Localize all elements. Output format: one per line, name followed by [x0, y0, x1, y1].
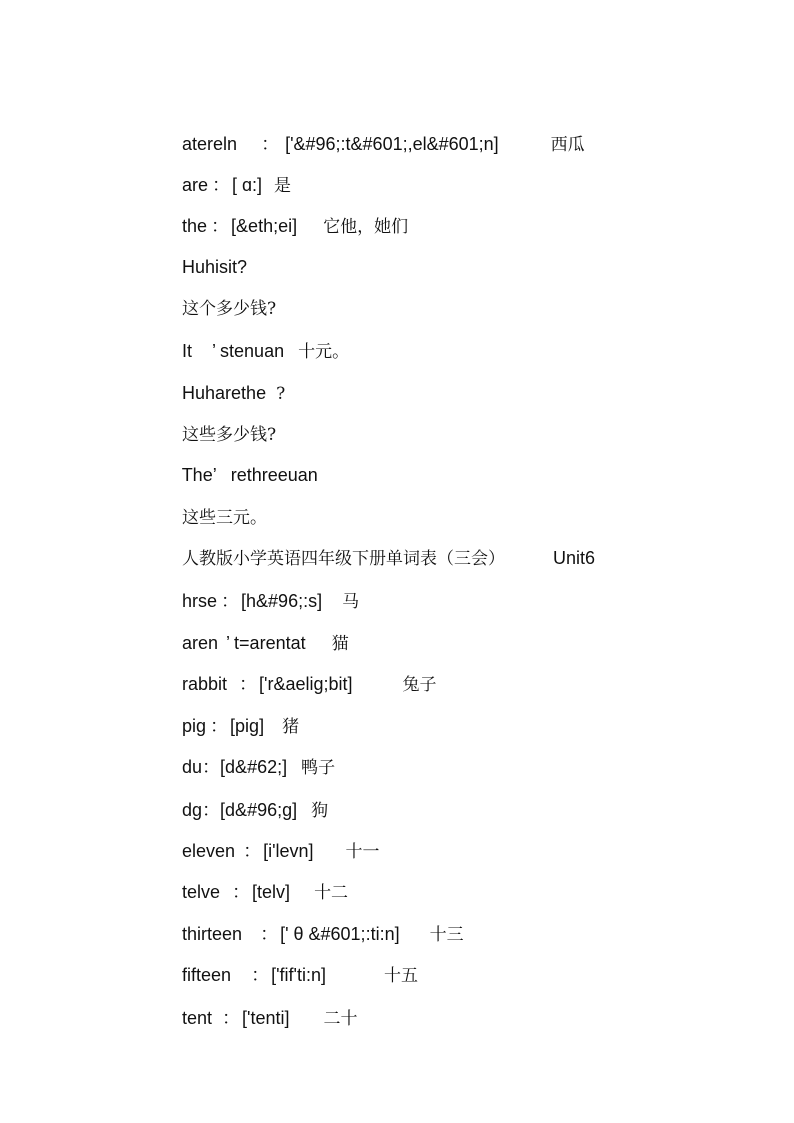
vocab-meaning: 猪: [282, 717, 300, 737]
vocab-meaning: 鸭子: [301, 758, 336, 778]
sentence-text: It: [182, 341, 193, 361]
vocab-separator: ：: [210, 716, 229, 736]
vocab-line-rabbit: [162, 648, 437, 695]
vocab-word: pig: [182, 716, 207, 736]
vocab-phonetic: [' θ &#601;:ti:n]: [280, 924, 400, 944]
translation-line: [162, 272, 277, 319]
vocab-meaning: 它他，她们: [323, 217, 409, 237]
vocab-phonetic: ['fif'ti:n]: [271, 965, 326, 985]
vocab-line-the: [162, 190, 409, 237]
vocab-separator: ：: [222, 1008, 241, 1028]
vocab-phonetic: ['r&aelig;bit]: [259, 674, 353, 694]
vocab-meaning: 西瓜: [550, 135, 585, 155]
vocab-separator: ：: [261, 134, 280, 154]
vocab-word: fifteen: [182, 965, 232, 985]
sentence-line: [162, 357, 286, 404]
vocab-word: atereln: [182, 134, 238, 154]
vocab-word: the: [182, 216, 208, 236]
translation-text: 十元。: [298, 342, 350, 362]
vocab-separator: ：: [212, 175, 231, 195]
vocab-phonetic: [h&#96;:s]: [241, 591, 323, 611]
vocab-phonetic: [telv]: [252, 882, 291, 902]
sentence-apostrophe: ’: [212, 341, 217, 361]
sentence-text: rethreeuan: [230, 465, 318, 485]
vocab-word: hrse: [182, 591, 218, 611]
section-title: 人教版小学英语四年级下册单词表（三会）: [182, 549, 506, 569]
vocab-phonetic: [d&#96;g]: [220, 800, 298, 820]
vocab-meaning: 二十: [323, 1009, 358, 1029]
vocab-word: aren: [182, 633, 219, 653]
vocab-separator: ：: [211, 216, 230, 236]
sentence-line: [162, 231, 248, 277]
vocab-word: dg: [182, 800, 203, 820]
vocab-word: du: [182, 757, 203, 777]
vocab-separator: ：: [251, 965, 270, 985]
vocab-meaning: 兔子: [402, 675, 437, 695]
vocab-separator: ：: [202, 800, 221, 820]
vocab-line-eleven: [162, 815, 380, 862]
vocab-word: telve: [182, 882, 221, 902]
unit-label: Unit6: [553, 548, 596, 568]
vocab-phonetic: [ ɑ:]: [232, 175, 263, 195]
vocab-line-horse: [162, 565, 360, 612]
translation-text: 这些三元。: [182, 508, 268, 528]
vocab-line-twelve: [162, 856, 349, 903]
sentence-line: [162, 439, 318, 485]
vocab-word: tent: [182, 1008, 213, 1028]
vocab-line-twenty: [162, 982, 358, 1029]
vocab-phonetic: t=arentat: [234, 633, 306, 653]
section-heading: [162, 522, 596, 569]
vocab-meaning: 马: [342, 592, 360, 612]
sentence-line: [162, 315, 350, 362]
sentence-text: Huhisit?: [182, 257, 248, 277]
vocab-meaning: 是: [274, 176, 292, 196]
vocab-separator: ：: [232, 882, 251, 902]
vocab-word: eleven: [182, 841, 236, 861]
vocab-word: are: [182, 175, 209, 195]
translation-text: 这些多少钱?: [182, 425, 277, 445]
vocab-meaning: 十三: [429, 925, 464, 945]
translation-line: [162, 481, 268, 528]
vocab-line-fifteen: [162, 939, 418, 986]
vocab-line-pig: [162, 690, 300, 737]
vocab-separator: ：: [260, 924, 279, 944]
vocab-separator: ：: [221, 591, 240, 611]
vocab-phonetic: [i'levn]: [263, 841, 314, 861]
vocab-line-dog: [162, 774, 329, 821]
vocab-line-thirteen: [162, 898, 464, 945]
vocab-separator: ：: [202, 757, 221, 777]
vocab-phonetic: [&eth;ei]: [231, 216, 298, 236]
vocab-phonetic: [d&#62;]: [220, 757, 288, 777]
translation-text: 这个多少钱?: [182, 299, 277, 319]
vocab-separator: ’: [226, 633, 231, 653]
vocab-phonetic: ['tenti]: [242, 1008, 290, 1028]
vocab-word: rabbit: [182, 674, 228, 694]
sentence-text: The’: [181, 465, 217, 485]
vocab-word: thirteen: [182, 924, 243, 944]
vocab-line-duck: [162, 731, 336, 778]
sentence-text: Huharethe: [182, 383, 267, 403]
vocab-phonetic: [pig]: [230, 716, 265, 736]
vocab-line-cat: [162, 607, 349, 654]
vocab-meaning: 猫: [331, 634, 349, 654]
vocab-separator: ：: [239, 674, 258, 694]
vocab-phonetic: ['&#96;:t&#601;,el&#601;n]: [285, 134, 499, 154]
sentence-question-mark: ?: [276, 384, 286, 404]
vocab-line-watermelon: [162, 108, 585, 155]
sentence-text: stenuan: [220, 341, 285, 361]
vocab-line-are: [162, 149, 292, 196]
vocab-meaning: 十一: [345, 842, 380, 862]
vocab-meaning: 狗: [311, 801, 329, 821]
vocab-meaning: 十二: [314, 883, 349, 903]
translation-line: [162, 398, 277, 445]
vocab-meaning: 十五: [383, 966, 418, 986]
vocab-separator: ：: [243, 841, 262, 861]
